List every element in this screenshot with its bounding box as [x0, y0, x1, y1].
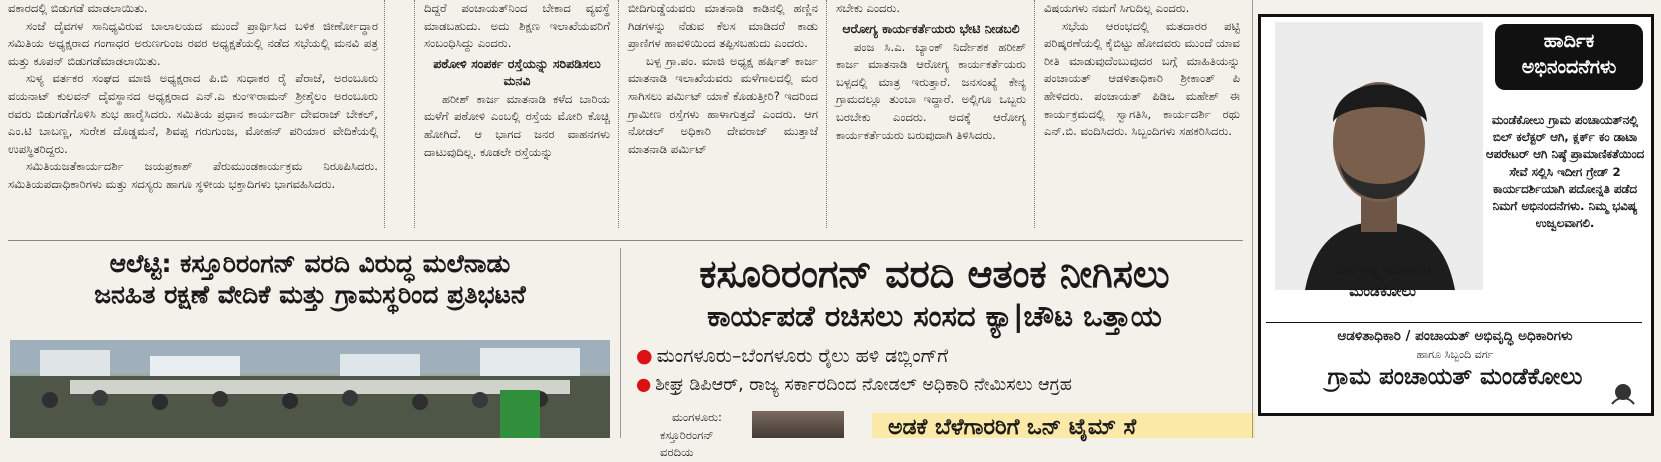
ad-sponsor-line2: ಹಾಗೂ ಸಿಬ್ಬಂದಿ ವರ್ಗ: [1416, 348, 1494, 361]
paragraph: ಬೀದಿಗುಡ್ಡೆಯವರು ಮಾತನಾಡಿ ಕಾಡಿನಲ್ಲಿ ಹಣ್ಣಿನ ಗಿಡಗಳನ್ನು ನೆಡುವ ಕೆಲಸ ಮಾಡಿದರೆ ಕಾಡು ಪ್ರಾಣಿಗಳ ಹಾವಳಿಯಿಂದ ತಪ್ಪಿಸಬಹುದು ಎಂದರು.: [628, 1, 818, 51]
ad-title: [1495, 24, 1643, 90]
ad-sponsor-line3: ಗ್ರಾಮ ಪಂಚಾಯತ್ ಮಂಡೆಕೋಲು: [1327, 364, 1583, 390]
dateline: ಮಂಗಳೂರು:: [672, 410, 722, 424]
paragraph: ವಕಾರದಲ್ಲಿ ಬಿಡುಗಡೆ ಮಾಡಲಾಯಿತು.: [8, 1, 148, 15]
bullet-point: [636, 343, 948, 369]
ad-title-line: ಹಾರ್ದಿಕ: [1543, 30, 1595, 52]
rose-icon: [1608, 382, 1638, 406]
story-headline-right-line2: ಕಾರ್ಯಪಡೆ ರಚಿಸಲು ಸಂಸದ ಕ್ಯಾ|ಚೌಟ ಒತ್ತಾಯ: [707, 299, 1162, 333]
subheading: ಪಠೋಳಿ ಸಂಪರ್ಕ ರಸ್ತೆಯನ್ನು ಸರಿಪಡಿಸಲು ಮನವಿ: [433, 55, 601, 88]
person-photo: [1275, 22, 1483, 290]
paragraph: ಪಂಜ ಸಿ.ಎ. ಬ್ಯಾಂಕ್ ನಿರ್ದೇಶಕ ಹರೀಶ್ ಕಾರ್ಜ ಮಾತನಾಡಿ ಆರೋಗ್ಯ ಕಾರ್ಯಕರ್ತೆಯರು ಬಳ್ಪದಲ್ಲಿ ಮಾತ್ರ ಇರುತ್ತಾರೆ. ಜನಸಂಖ್ಯೆ ಕೇನ್ಯ ಗ್ರಾಮದಲ್ಲೂ ತುಂಬಾ ಇದ್ದಾರೆ. ಅಲ್ಲಿಗೂ ಒಬ್ಬರು ಬರಬೇಕು ಎಂದರು. ಅದಕ್ಕೆ ಆರೋಗ್ಯ ಕಾರ್ಯಕರ್ತೆಯರು ಬರುವುದಾಗಿ ತಿಳಿಸಿದರು.: [836, 39, 1026, 142]
bullet-icon: ●: [636, 345, 653, 367]
paragraph: ಹರೀಶ್ ಕಾರ್ಜ ಮಾತನಾಡಿ ಕಳೆದ ಬಾರಿಯ ಮಳೆಗೆ ಪಠೋಳಿ ಎಂಬಲ್ಲಿ ರಸ್ತೆಯ ಮೋರಿ ಕೊಚ್ಚಿ ಹೋಗಿದೆ. ಆ ಭಾಗದ ಜನರ ವಾಹನಗಳು ದಾಟುವುದಿಲ್ಲ. ಕೂಡಲೇ ರಸ್ತೆಯನ್ನು: [424, 91, 610, 159]
paragraph: ಸಬೇಕು ಎಂದರು.: [836, 1, 901, 15]
honoree-place: ಮಂಡೆಕೋಲು: [1349, 282, 1416, 300]
headline-line: ಆಲೆಟ್ಟಿ: ಕಸ್ತೂರಿರಂಗನ್ ವರದಿ ವಿರುದ್ಧ ಮಲೆನಾಡು: [109, 249, 511, 278]
article-column-4: [836, 0, 1026, 228]
column-divider: [618, 0, 619, 228]
column-divider: [826, 0, 827, 228]
paragraph: ದಿದ್ದರೆ ಪಂಚಾಯತ್‌ನಿಂದ ಬೇಕಾದ ವ್ಯವಸ್ಥೆ ಮಾಡಬಹುದು. ಅದು ಶಿಕ್ಷಣ ಇಲಾಖೆಯವರಿಗೆ ಸಂಬಂಧಿಸಿದ್ದು ಎಂದರು.: [424, 1, 610, 51]
honoree-name-line: ಬಾಲಕೃಷ್ಣ ಮಾವಂಜಿ: [1333, 260, 1432, 278]
protest-crowd-image: [10, 340, 610, 438]
honoree-name: [1295, 258, 1470, 302]
bullet-point: [636, 372, 1072, 398]
ad-title-line: ಅಭಿನಂದನೆಗಳು: [1521, 56, 1617, 78]
article-column-1: [8, 0, 378, 225]
story-divider: [620, 248, 621, 438]
story-dateline: [660, 409, 746, 460]
lead-text: ಕಸ್ತೂರಿರಂಗನ್ ವರದಿಯ: [660, 427, 714, 460]
article-column-2: [424, 0, 610, 228]
ad-divider: [1252, 0, 1253, 438]
boxed-headline: ಅಡಕೆ ಬೆಳೆಗಾರರಿಗೆ ಒನ್ ಟೈಮ್ ಸೆ: [872, 413, 1258, 438]
bullet-icon: ●: [636, 375, 652, 395]
paragraph: ಸಭೆಯ ಆರಂಭದಲ್ಲಿ ಮತದಾರರ ಪಟ್ಟಿ ಪರಿಷ್ಕರಣೆಯಲ್ಲಿ ಕೈಬಿಟ್ಟು ಹೋದವರು ಮುಂದೆ ಯಾವ ರೀತಿ ಮಾಡುವುದೆಂಬುವುದರ ಬಗ್ಗೆ ಮಾಹಿತಿಯನ್ನು ಪಂಚಾಯತ್ ಆಡಳಿತಾಧಿಕಾರಿ ಶ್ರೀಕಾಂತ್ ಪಿ ಹೇಳಿದರು. ಪಂಚಾಯತ್ ಪಿಡಿಒ ಮಹೇಶ್ ಈ ಕಾರ್ಯಕ್ರಮದಲ್ಲಿ ಸ್ವಾಗತಿಸಿ, ಕಾರ್ಯದರ್ಶಿ ರಥು ಎನ್.ಬಿ. ವಂದಿಸಿದರು. ಸಿಬ್ಬಂದಿಗಳು ಸಹಕರಿಸಿದರು.: [1044, 18, 1240, 139]
bullet-text: ಮಂಗಳೂರು–ಬೆಂಗಳೂರು ರೈಲು ಹಳಿ ಡಬ್ಲಿಂಗ್‌ಗೆ: [656, 345, 949, 367]
headline-line: ಜನಹಿತ ರಕ್ಷಣೆ ವೇದಿಕೆ ಮತ್ತು ಗ್ರಾಮಸ್ಥರಿಂದ ಪ್ರತಿಭಟನೆ: [94, 280, 526, 310]
ad-footer-divider: [1266, 322, 1642, 323]
ad-sponsor-line1: ಆಡಳಿತಾಧಿಕಾರಿ / ಪಂಚಾಯತ್ ಅಭಿವೃದ್ಧಿ ಅಧಿಕಾರಿಗಳು: [1337, 328, 1573, 344]
story-headline-left: [10, 248, 610, 311]
column-divider: [414, 0, 415, 228]
subheading: ಆರೋಗ್ಯ ಕಾರ್ಯಕರ್ತೆಯರು ಭೇಟಿ ನೀಡಬಲಿ: [842, 20, 1020, 36]
ad-message: ಮಂಡೆಕೋಲು ಗ್ರಾಮ ಪಂಚಾಯತ್‌ನಲ್ಲಿ ಬಿಲ್ ಕಲೆಕ್ಟರ್ ಆಗಿ, ಕ್ಲರ್ಕ್ ಕಂ ಡಾಟಾ ಆಪರೇಟರ್ ಆಗಿ ನಿಷ್ಠೆ ಪ್ರಾಮಾಣಿಕತೆಯಿಂದ ಸೇವೆ ಸಲ್ಲಿಸಿ ಇದೀಗ ಗ್ರೇಡ್ 2 ಕಾರ್ಯದರ್ಶಿಯಾಗಿ ಪದೋನ್ನತಿ ಪಡೆದ ನಿಮಗೆ ಅಭಿನಂದನೆಗಳು. ನಿಮ್ಮ ಭವಿಷ್ಯ ಉಜ್ವಲವಾಗಲಿ.: [1485, 113, 1645, 231]
paragraph: ಸುಳ್ಯ ವರ್ತಕರ ಸಂಘದ ಮಾಜಿ ಅಧ್ಯಕ್ಷರಾದ ಪಿ.ಬಿ ಸುಧಾಕರ ರೈ ಪೆರಾಜೆ, ಅರಂಬೂರು ವಯನಾಟ್ ಕುಲವನ್ ದೈವಸ್ಥಾನದ ಅಧ್ಯಕ್ಷರಾದ ಎನ್.ಎ ಕುಂಞರಾಮನ್ ಶ್ರೀಶೈಲಂ ಅರಂಬೂರು ರವರು ಬಿಡುಗಡೆಗೊಳಿಸಿ ಶುಭ ಹಾರೈಸಿದರು. ಸಮಿತಿಯ ಪ್ರಧಾನ ಕಾರ್ಯದರ್ಶಿ ದೇವರಾಜ್ ಬೇಕಲ್, ಎಂ.ಟಿ ಬಾಬಣ್ಣ, ಸುರೇಶ ದೊಡ್ಡಮನೆ, ಶಿವಪ್ಪ ಗರುಗುಂಜ, ಮೋಹನ್ ಪರಿಯಾರ ವೇದಿಕೆಯಲ್ಲಿ ಉಪಸ್ಥಿತರಿದ್ದರು.: [8, 71, 378, 156]
paragraph: ಸಂಜೆ ದೈವಗಳ ಸಾನಿಧ್ಯವಿರುವ ಬಾಲಾಲಯದ ಮುಂದೆ ಪ್ರಾರ್ಥಿಸಿದ ಬಳಿಕ ಜೀರ್ಣೋದ್ಧಾರ ಸಮಿತಿಯ ಅಧ್ಯಕ್ಷರಾದ ಗಂಗಾಧರ ಅರುಣಗುಂಜ ರವರ ಅಧ್ಯಕ್ಷತೆಯಲ್ಲಿ ನಡೆದ ಸಭೆಯಲ್ಲಿ ಮನವಿ ಪತ್ರ ಮತ್ತು ಕೂಪನ್ ಬಿಡುಗಡೆಮಾಡಲಾಯಿತು.: [8, 18, 378, 68]
story-headline-right-line1: ಕಸೂರಿರಂಗನ್ ವರದಿ ಆತಂಕ ನೀಗಿಸಲು: [699, 252, 1170, 296]
paragraph: ವಿಷಯಗಳು ನಮಗೆ ಸಿಗುದಿಲ್ಲ ಎಂದರು.: [1044, 1, 1190, 15]
protest-photo: [10, 340, 610, 438]
mp-portrait: [752, 411, 844, 438]
portrait-image: [1275, 22, 1483, 290]
section-divider: [8, 240, 1243, 241]
bullet-text: ಶೀಘ್ರ ಡಿಪಿಆರ್, ರಾಜ್ಯ ಸರ್ಕಾರದಿಂದ ನೋಡಲ್ ಅಧಿಕಾರಿ ನೇಮಿಸಲು ಆಗ್ರಹ: [655, 375, 1072, 395]
article-column-5: [1044, 0, 1240, 228]
paragraph: ಸಮಿತಿಯಜತೆಕಾರ್ಯದರ್ಶಿ ಜಯಪ್ರಕಾಶ್ ಪೆರುಮುಂಡಕಾರ್ಯಕ್ರಮ ನಿರೂಪಿಸಿದರು. ಸಮಿತಿಯಪದಾಧಿಕಾರಿಗಳು ಮತ್ತು ಸದಸ್ಯರು ಹಾಗೂ ಸ್ಥಳೀಯ ಭಕ್ತಾದಿಗಳು ಭಾಗವಹಿಸಿದರು.: [8, 159, 378, 191]
article-column-3: [628, 0, 818, 228]
paragraph: ಬಳ್ಪ ಗ್ರಾ.ಪಂ. ಮಾಜಿ ಅಧ್ಯಕ್ಷ ಹರ್ಷಿತ್ ಕಾರ್ಜ ಮಾತನಾಡಿ ಇಲಾಖೆಯವರು ಮಳೆಗಾಲದಲ್ಲಿ ಮರ ಸಾಗಿಸಲು ಪರ್ಮಿಟ್ ಯಾಕೆ ಕೊಡುತ್ತೀರಿ? ಇದರಿಂದ ಗ್ರಾಮೀಣ ರಸ್ತೆಗಳು ಹಾಳಾಗುತ್ತದೆ ಎಂದರು. ಆಗ ನೋಡಲ್ ಅಧಿಕಾರಿ ದೇವರಾಜ್ ಮುತ್ತಾಜೆ ಮಾತನಾಡಿ ಪರ್ಮಿಟ್: [628, 53, 818, 156]
column-divider: [384, 0, 385, 228]
column-divider: [1034, 0, 1035, 228]
